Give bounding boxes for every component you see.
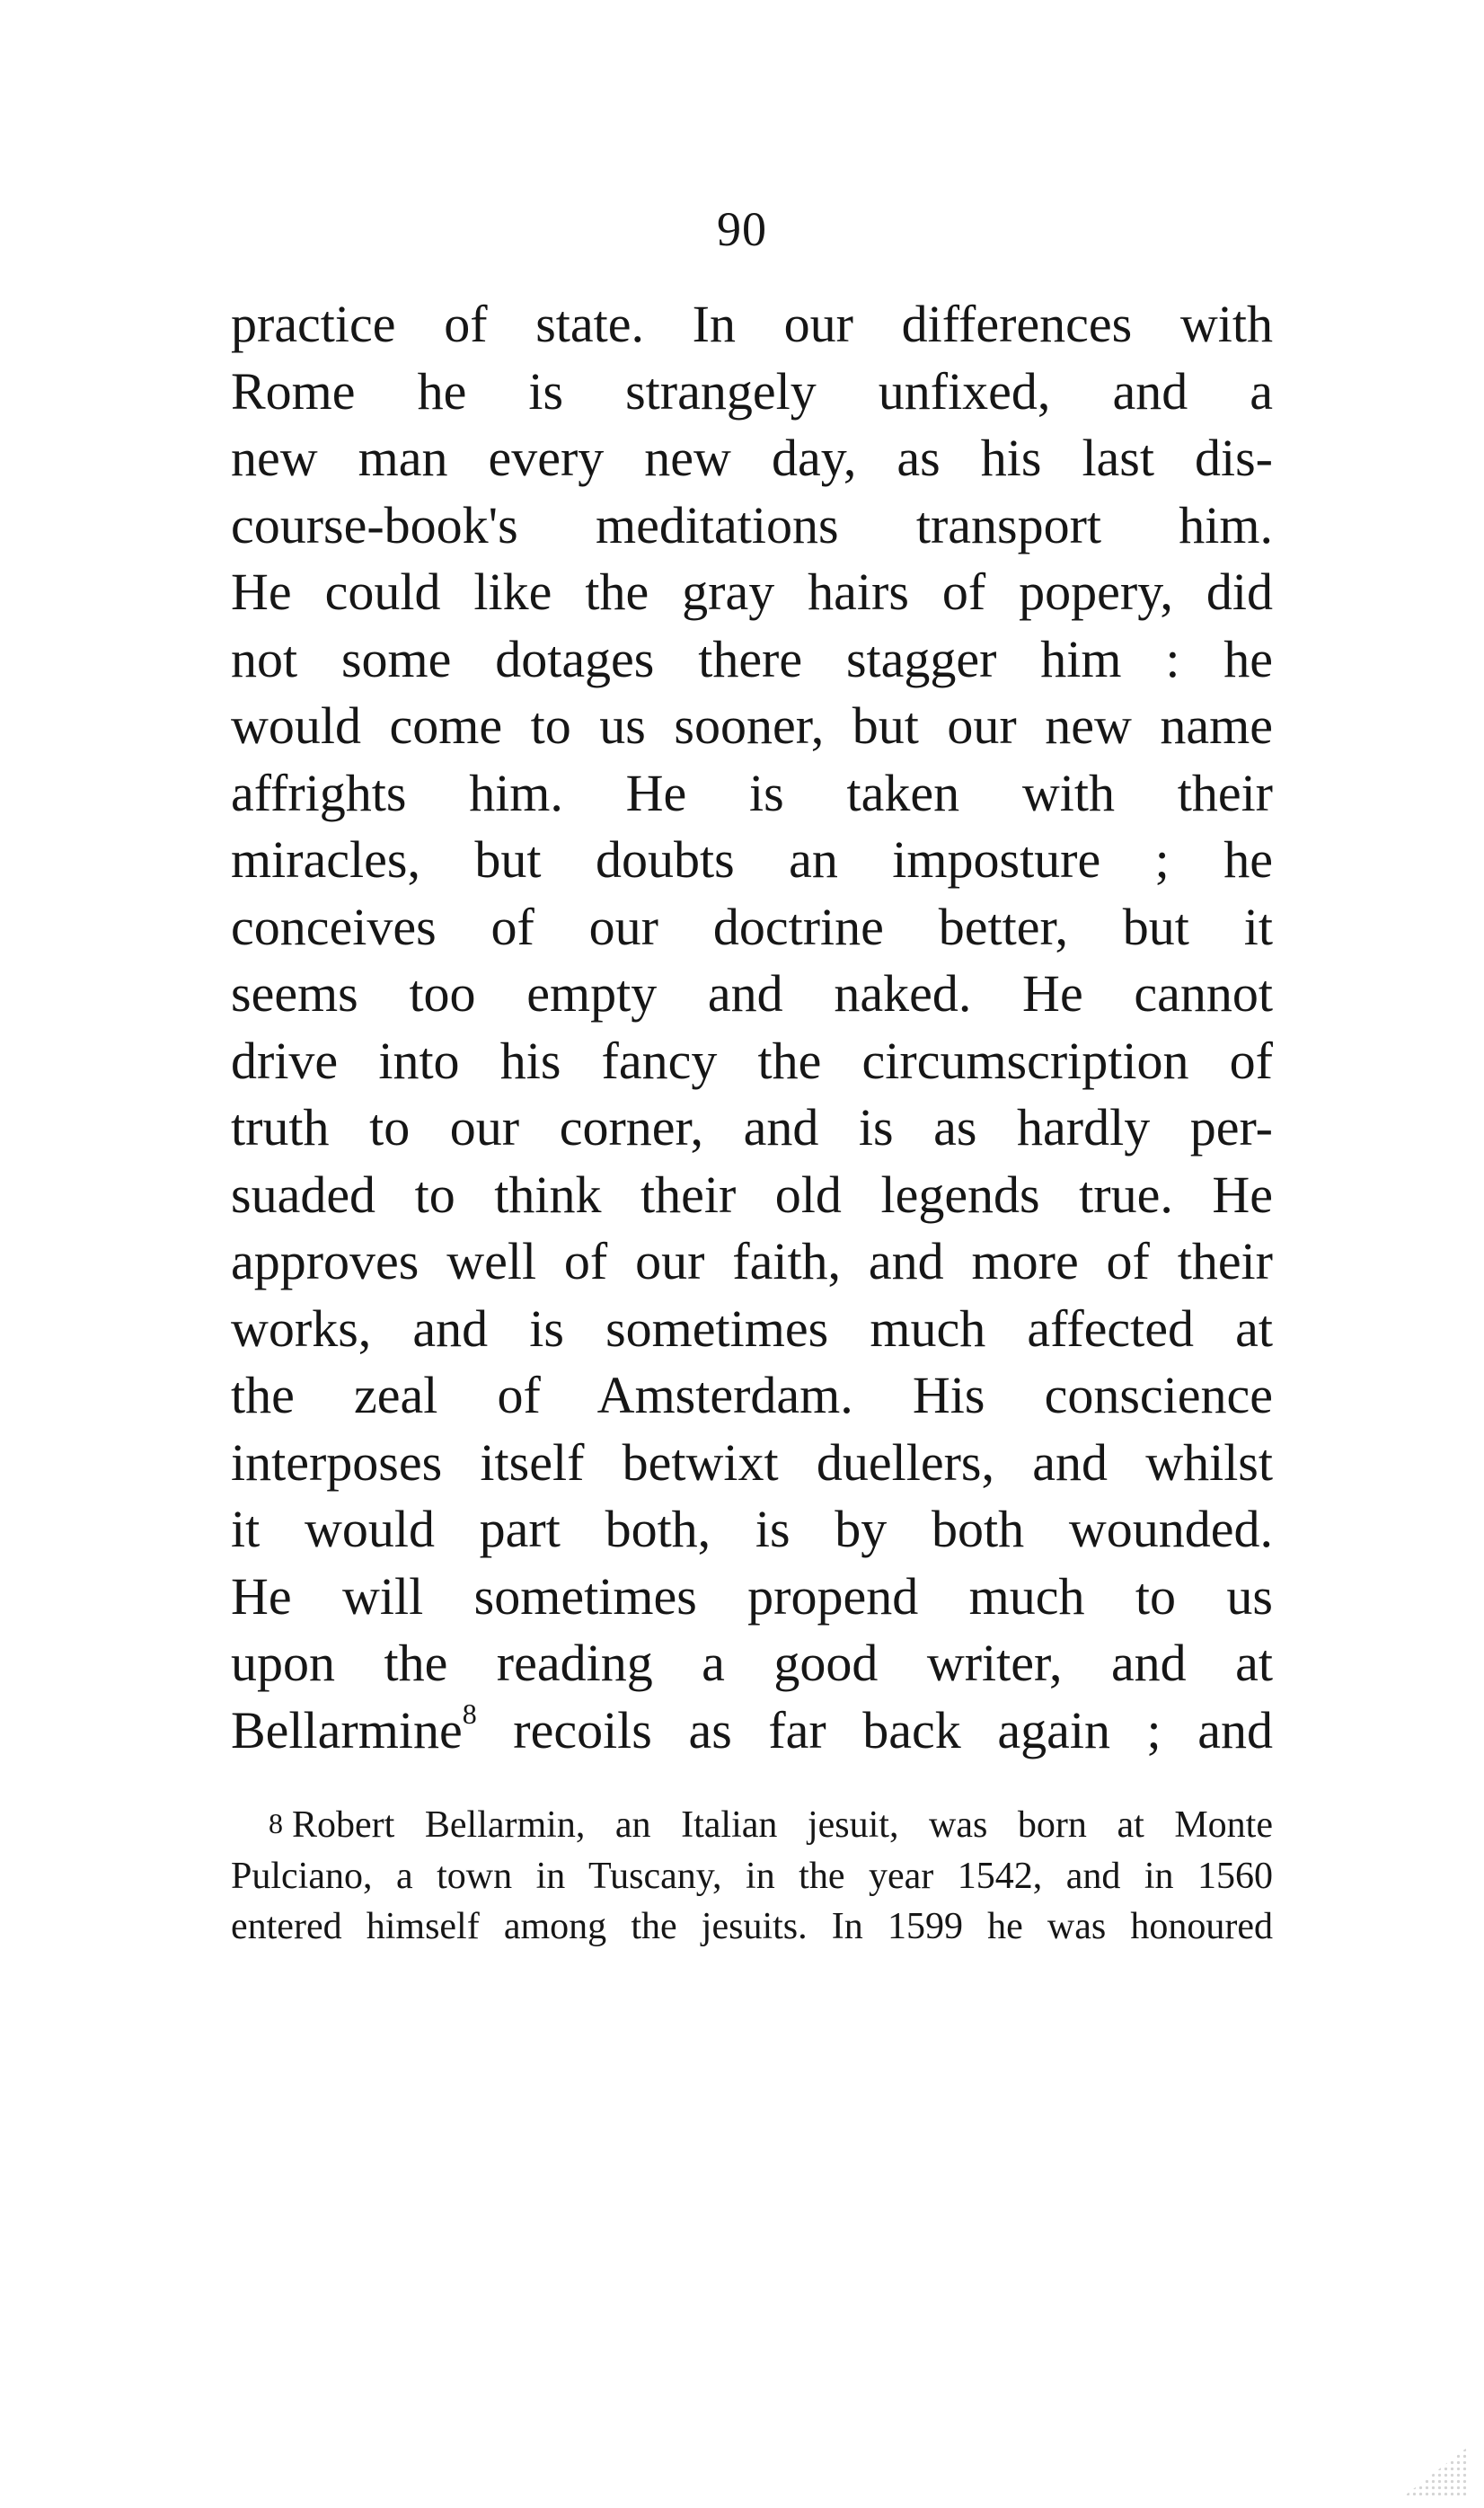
text-line: conceives of our doctrine better, but it <box>231 897 1273 956</box>
text-line: interposes itself betwixt duellers, and whilst <box>231 1432 1273 1492</box>
text-segment: Bellarmine <box>231 1700 463 1759</box>
footnote-line: entered himself among the jesuits. In 1599 he was honoured <box>231 1906 1273 1947</box>
footnote <box>231 1800 1273 1953</box>
text-line: course-book's meditations transport him. <box>231 495 1273 554</box>
text-line: He will sometimes propend much to us <box>231 1566 1273 1626</box>
footnote-line <box>231 1800 1273 1851</box>
text-line: He could like the gray hairs of popery, did <box>231 563 1273 621</box>
scan-corner-artifact <box>1405 2447 1468 2495</box>
text-line: practice of state. In our differences with <box>231 295 1273 353</box>
text-line: truth to our corner, and is as hardly per- <box>231 1098 1273 1157</box>
text-line: seems too empty and naked. He cannot <box>231 964 1273 1023</box>
text-line: upon the reading a good writer, and at <box>231 1634 1273 1692</box>
text-segment: recoils as far back again ; and <box>476 1700 1273 1759</box>
text-line-last <box>231 1697 1273 1765</box>
body-text <box>231 291 1273 1764</box>
text-line: approves well of our faith, and more of their <box>231 1232 1273 1290</box>
text-line: Rome he is strangely unfixed, and a <box>231 361 1273 421</box>
page-number: 90 <box>717 202 767 256</box>
text-line: affrights him. He is taken with their <box>231 763 1273 822</box>
text-line: would come to us sooner, but our new name <box>231 696 1273 755</box>
text-line: it would part both, is by both wounded. <box>231 1500 1273 1558</box>
footnote-reference: 8 <box>462 1697 477 1731</box>
text-line: drive into his fancy the circumscription of <box>231 1031 1273 1090</box>
text-line: miracles, but doubts an imposture ; he <box>231 830 1273 889</box>
text-line: new man every new day, as his last dis- <box>231 429 1273 487</box>
text-line: not some dotages there stagger him : he <box>231 629 1273 688</box>
footnote-marker: 8 <box>269 1807 283 1839</box>
text-line: suaded to think their old legends true. He <box>231 1165 1273 1224</box>
footnote-text: Robert Bellarmin, an Italian jesuit, was born at Monte <box>292 1804 1273 1846</box>
text-line: works, and is sometimes much affected at <box>231 1298 1273 1358</box>
footnote-line: Pulciano, a town in Tuscany, in the year 1542, and in 1560 <box>231 1855 1273 1897</box>
text-line: the zeal of Amsterdam. His conscience <box>231 1366 1273 1424</box>
